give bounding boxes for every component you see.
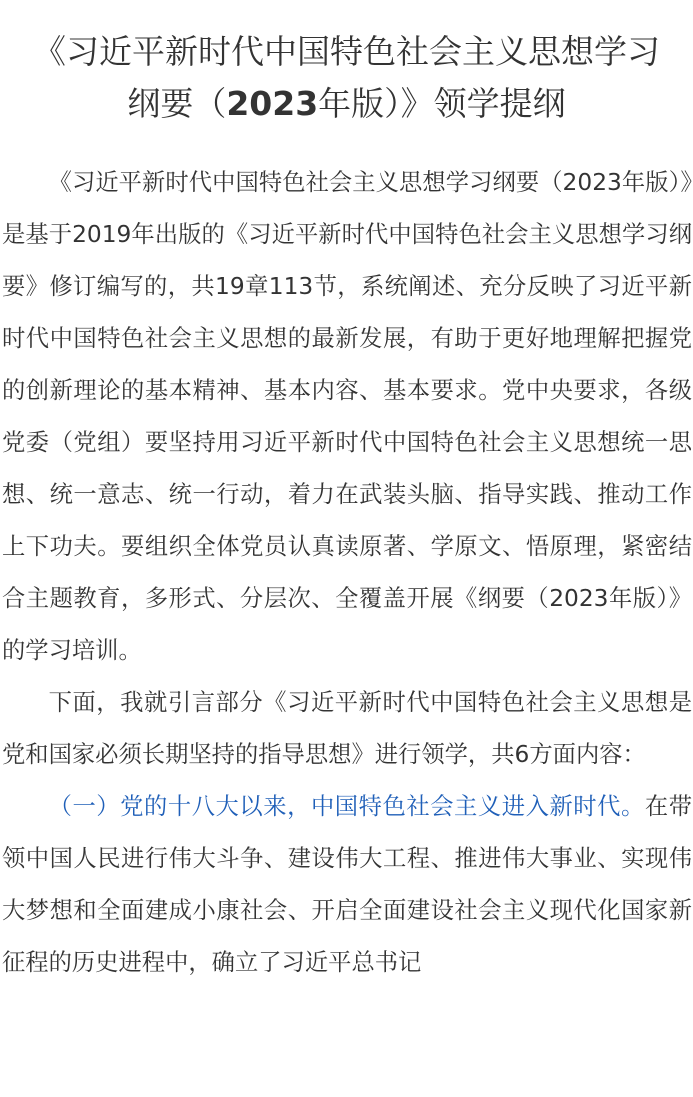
document-body	[2, 157, 692, 989]
section-1-paragraph	[2, 781, 692, 989]
lead-paragraph: 下面，我就引言部分《习近平新时代中国特色社会主义思想是党和国家必须长期坚持的指导思想》进行领学，共6方面内容：	[2, 689, 692, 768]
title-line-1: 《习近平新时代中国特色社会主义思想学习	[33, 32, 660, 71]
title-line-2-suffix: 年版）》领学提纲	[318, 84, 566, 123]
title-year: 2023	[226, 84, 319, 123]
title-line-2	[0, 78, 693, 130]
section-1-text: 在带领中国人民进行伟大斗争、建设伟大工程、推进伟大事业、实现伟大梦想和全面建成小康社会、开启全面建设社会主义现代化国家新征程的历史进程中，确立了习近平总书记	[2, 793, 693, 976]
section-1-heading: （一）党的十八大以来，中国特色社会主义进入新时代。	[48, 793, 645, 820]
intro-paragraph: 《习近平新时代中国特色社会主义思想学习纲要（2023年版）》是基于2019年出版的《习近平新时代中国特色社会主义思想学习纲要》修订编写的，共19章113节，系统阐述、充分反映了习近平新时代中国特色社会主义思想的最新发展，有助于更好地理解把握党的创新理论的基本精神、基本内容、基本要求。党中央要求，各级党委（党组）要坚持用习近平新时代中国特色社会主义思想统一思想、统一意志、统一行动，着力在武装头脑、指导实践、推动工作上下功夫。要组织全体党员认真读原著、学原文、悟原理，紧密结合主题教育，多形式、分层次、全覆盖开展《纲要（2023年版）》的学习培训。	[2, 169, 692, 664]
title-line-2-prefix: 纲要（	[127, 84, 227, 123]
document-title	[0, 26, 693, 130]
